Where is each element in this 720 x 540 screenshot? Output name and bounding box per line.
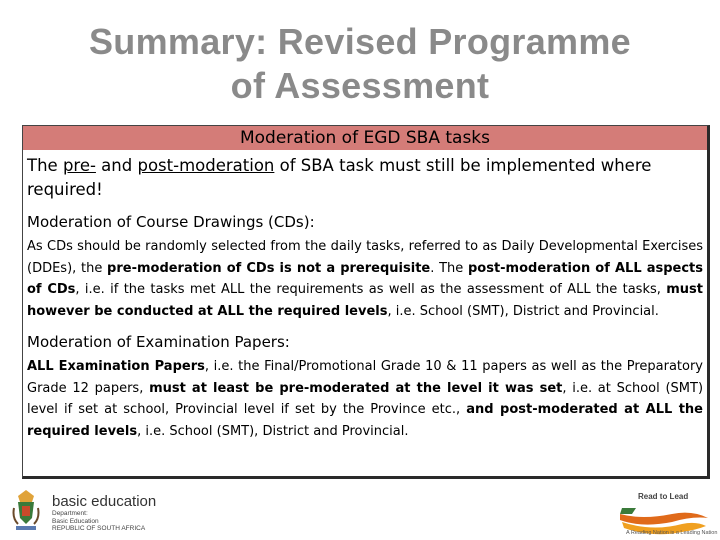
intro-post-moderation: post-moderation (137, 156, 275, 175)
slide-title (0, 20, 720, 108)
cds-text-2: . The (430, 260, 468, 276)
cds-heading: Moderation of Course Drawings (CDs): (27, 213, 315, 231)
intro-text-3: of SBA task must still be implemented where required! (27, 156, 652, 199)
logo-line-2: Basic Education (52, 517, 99, 525)
section-header: Moderation of EGD SBA tasks (23, 126, 707, 150)
intro-paragraph (23, 150, 707, 202)
intro-text-1: The (27, 156, 63, 175)
intro-text-2: and (95, 156, 138, 175)
cds-text-1: As CDs should be randomly selected from the daily tasks, referred to as Daily Developmental Exercises (DDEs), the (27, 239, 703, 276)
cds-text-4: , i.e. School (SMT), District and Provincial. (387, 303, 659, 319)
logo-line-3: REPUBLIC OF SOUTH AFRICA (52, 525, 146, 532)
content-box (22, 125, 710, 479)
title-line-2: of Assessment (230, 65, 490, 106)
exam-text-2: , i.e. at School (SMT) level if set at school, Provincial level if set by the Province etc., (27, 380, 704, 417)
basic-education-logo (52, 494, 156, 533)
cds-bold-3: must however be conducted at ALL the required levels (27, 282, 704, 319)
exam-bold-2: must at least be pre-moderated at the level it was set (149, 380, 563, 396)
cds-bold-2: post-moderation of ALL aspects of CDs (27, 260, 703, 297)
logo-line-1: Department: (52, 510, 88, 517)
cds-bold-1: pre-moderation of CDs is not a prerequisite (107, 260, 431, 276)
title-line-1: Summary: Revised Programme (88, 21, 632, 62)
read-to-lead-label: Read to Lead (638, 492, 689, 501)
cds-text-3: , i.e. if the tasks met ALL the requirements as well as the assessment of ALL the tasks, (75, 282, 667, 297)
exam-paragraph (23, 356, 707, 442)
read-to-lead-tagline: A Reading Nation is a Leading Nation (626, 530, 718, 536)
exam-bold-1: ALL Examination Papers (27, 359, 205, 374)
coat-of-arms-icon (10, 488, 42, 532)
exam-bold-3: and post-moderated at ALL the required levels (27, 402, 703, 439)
intro-pre: pre- (62, 156, 96, 175)
cds-paragraph (23, 236, 707, 322)
exam-text-1: , i.e. the Final/Promotional Grade 10 & 11 papers as well as the Preparatory Grade 12 papers, (27, 359, 703, 396)
exam-text-3: , i.e. School (SMT), District and Provincial. (137, 423, 409, 439)
exam-heading: Moderation of Examination Papers: (27, 333, 290, 351)
logo-main: basic education (52, 493, 157, 510)
